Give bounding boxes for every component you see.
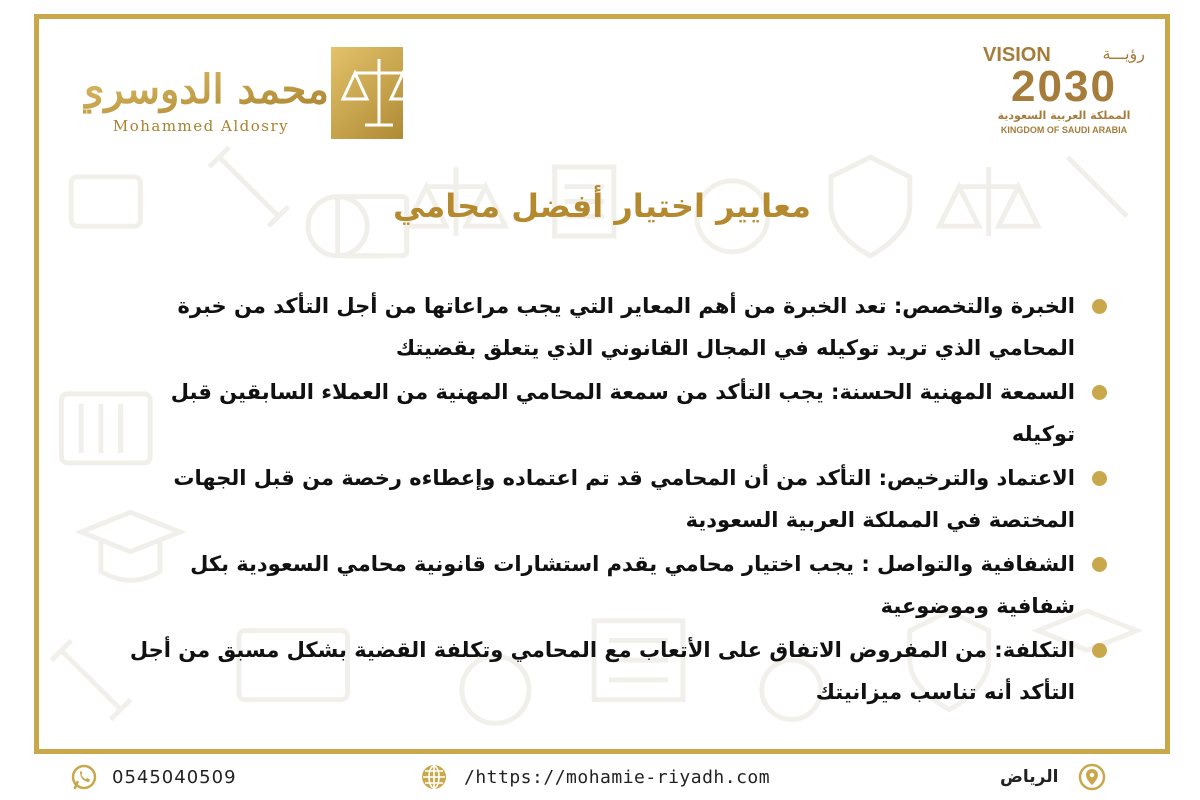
contact-footer	[0, 756, 1200, 800]
vision-label-en: VISION	[983, 44, 1051, 66]
vision-label-ar: رؤيـــة	[1102, 44, 1145, 63]
city-name: الرياض	[1000, 767, 1059, 787]
list-item-text: الاعتماد والترخيص: التأكد من أن المحامي قد تم اعتماده وإعطاءه رخصة من قبل الجهات المختصة في المملكة العربية السعودية	[173, 466, 1075, 532]
vision-2030-logo	[979, 41, 1149, 137]
list-item	[123, 457, 1121, 541]
globe-icon	[420, 763, 448, 791]
list-item-text: الخبرة والتخصص: تعد الخبرة من أهم المعاير التي يجب مراعاتها من أجل التأكد من خبرة المحامي الذي تريد توكيله في المجال القانوني الذي يتعلق بقضيتك	[177, 294, 1075, 360]
page-title: معايير اختيار أفضل محامي	[393, 187, 811, 225]
list-item-text: التكلفة: من المفروض الاتفاق على الأتعاب مع المحامي وتكلفة القضية بشكل مسبق من أجل التأكد أنه تناسب ميزانيتك	[129, 638, 1075, 704]
list-item	[123, 629, 1121, 713]
content-frame	[34, 14, 1170, 754]
brand-name-en: Mohammed Aldosry	[112, 117, 290, 135]
website-link[interactable]	[420, 762, 770, 792]
brand-name-ar: محمد الدوسري	[83, 66, 329, 113]
vision-country-en: KINGDOM OF SAUDI ARABIA	[1000, 125, 1128, 135]
criteria-list	[123, 285, 1121, 715]
bullet-dot	[1092, 471, 1107, 486]
location-pin-icon	[1078, 763, 1106, 791]
list-item	[123, 371, 1121, 455]
bullet-dot	[1092, 557, 1107, 572]
bullet-dot	[1092, 385, 1107, 400]
website-url: /https://mohamie-riyadh.com	[464, 766, 771, 788]
vision-year: 2030	[1011, 62, 1117, 111]
location-info	[1000, 762, 1106, 792]
list-item-text: السمعة المهنية الحسنة: يجب التأكد من سمعة المحامي المهنية من العملاء السابقين قبل توكيله	[170, 380, 1075, 446]
brand-logo	[83, 45, 403, 145]
list-item	[123, 285, 1121, 369]
vision-country-ar: المملكة العربية السعودية	[997, 109, 1131, 122]
list-item	[123, 543, 1121, 627]
list-item-text: الشفافية والتواصل : يجب اختيار محامي يقدم استشارات قانونية محامي السعودية بكل شفافية وموضوعية	[190, 552, 1075, 618]
whatsapp-icon	[70, 763, 98, 791]
bullet-dot	[1092, 299, 1107, 314]
phone-contact[interactable]	[70, 762, 237, 792]
phone-number: 0545040509	[112, 766, 237, 788]
bullet-dot	[1092, 643, 1107, 658]
